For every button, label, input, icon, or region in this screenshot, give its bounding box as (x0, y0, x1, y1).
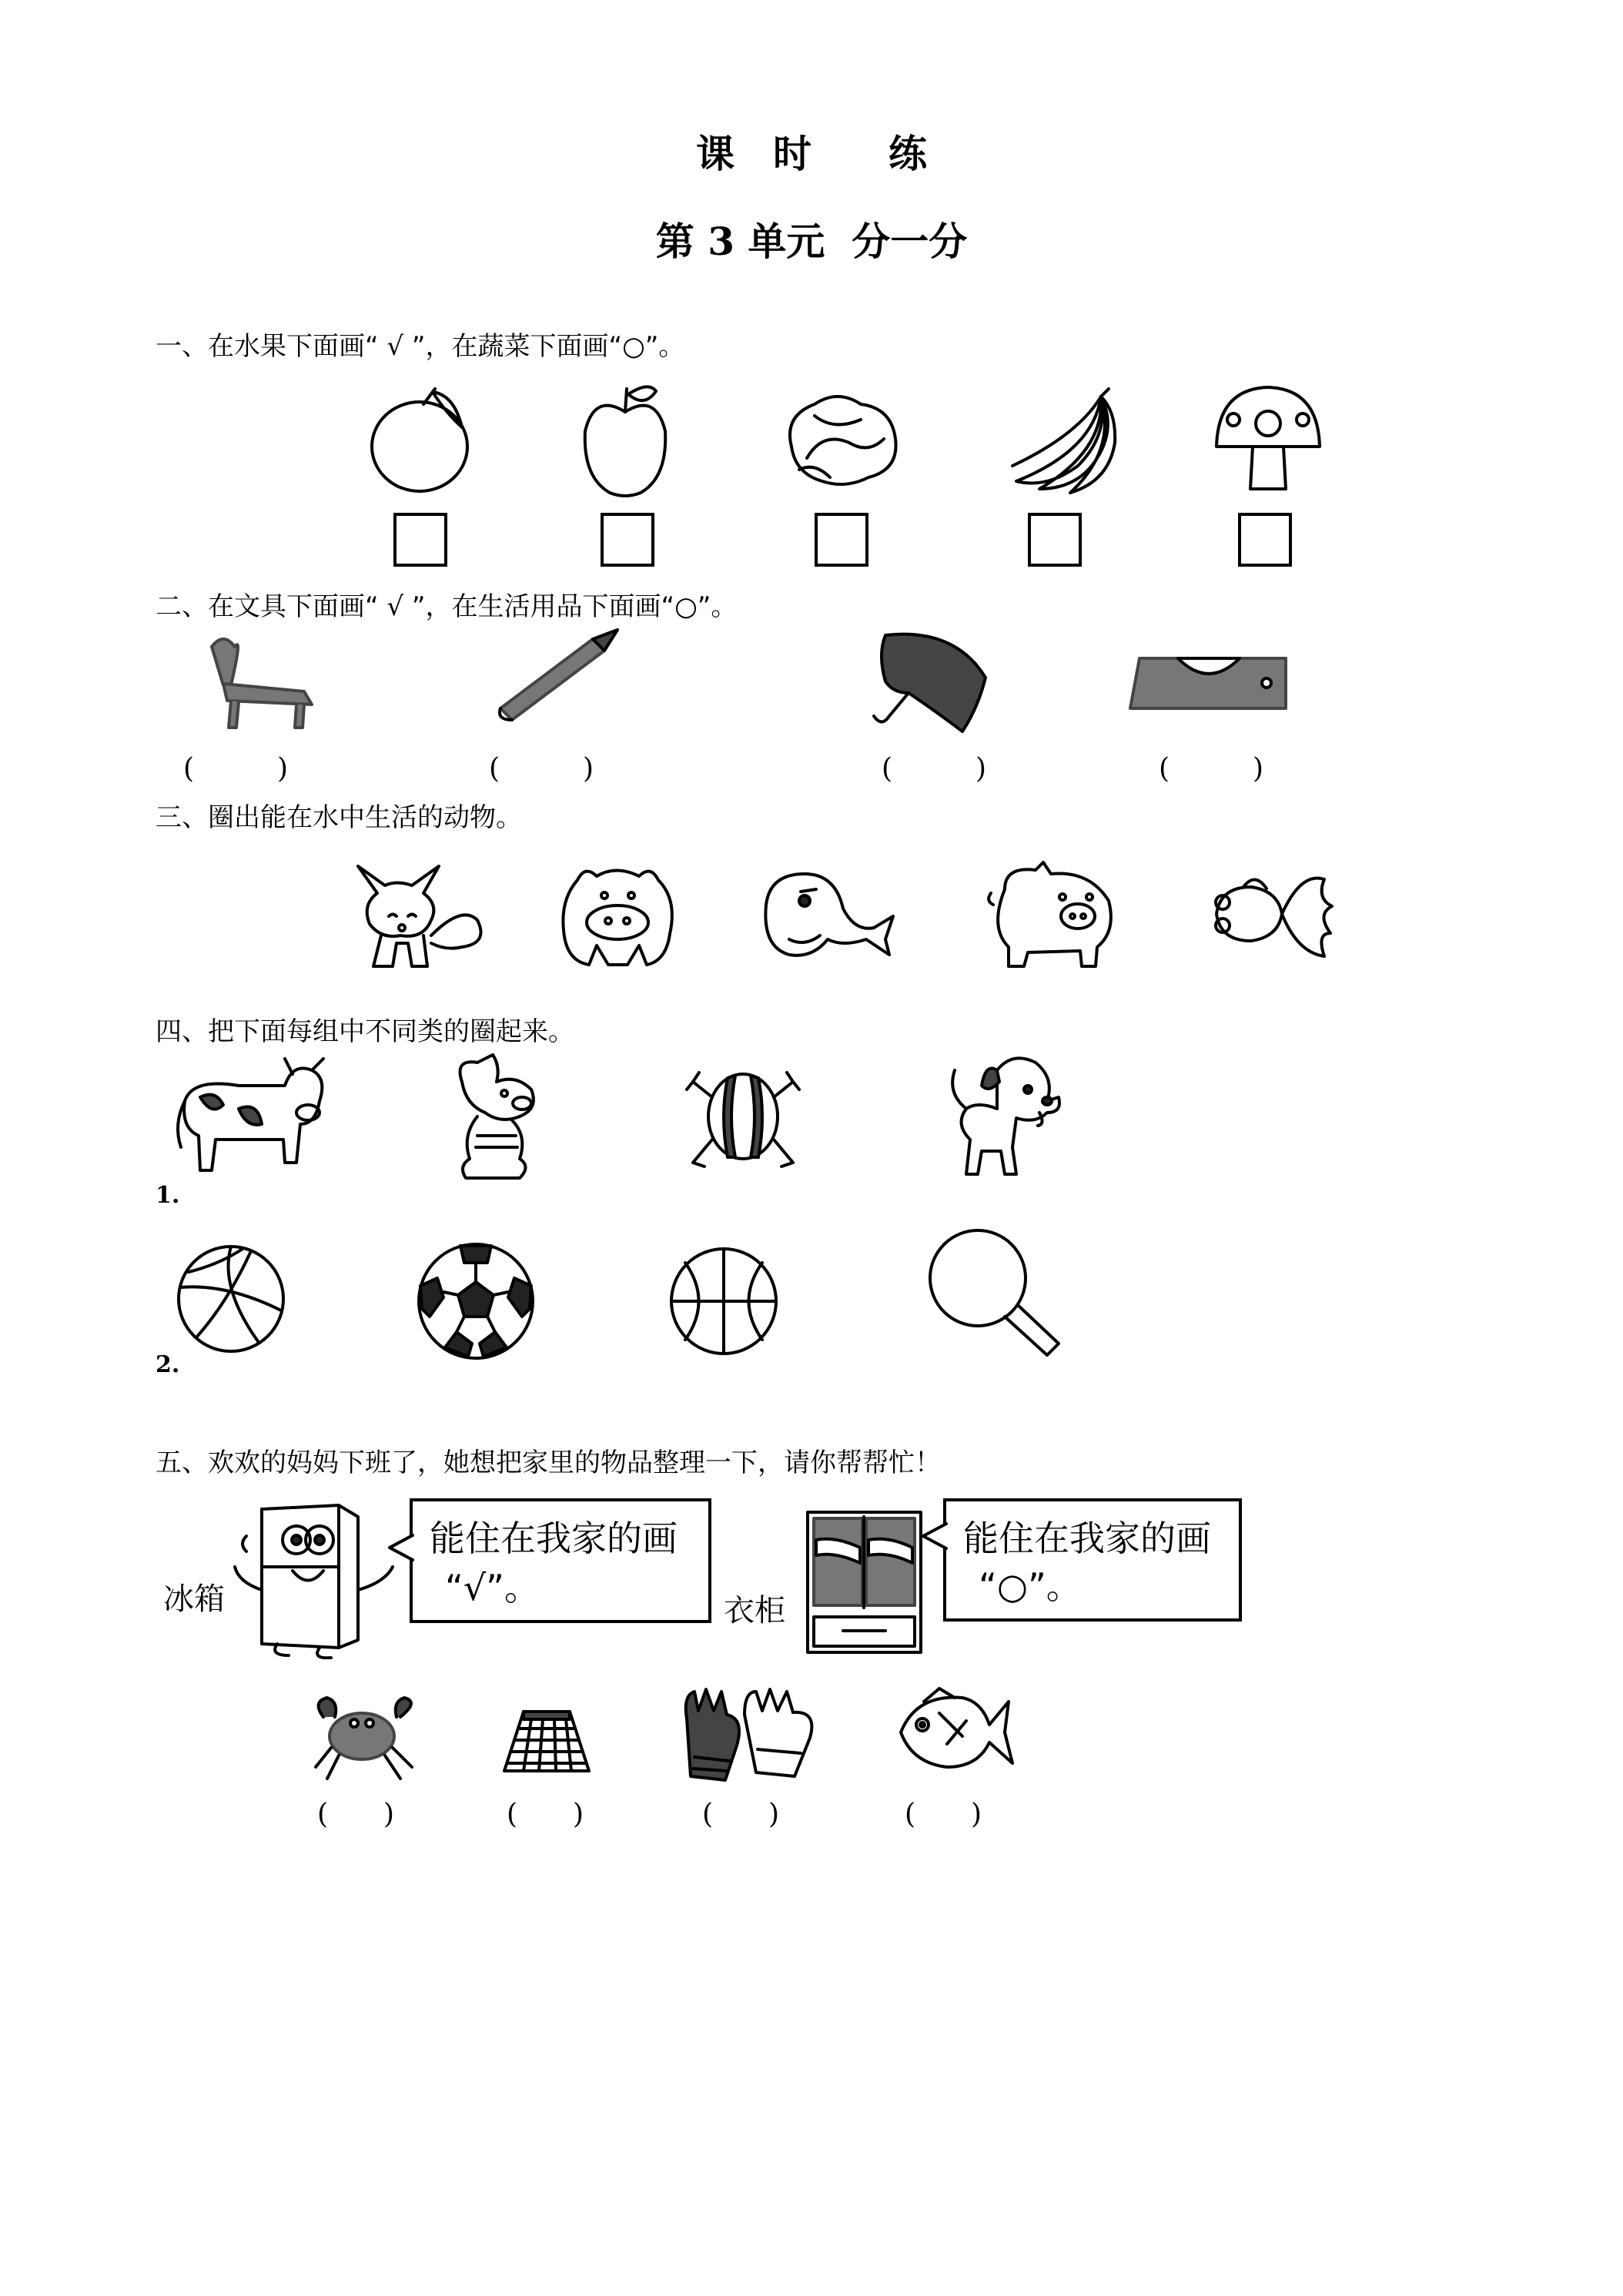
dolphin-icon (751, 862, 897, 962)
group1-label: 1. (156, 1182, 180, 1209)
wardrobe-bubble-tail (920, 1521, 948, 1551)
basketball-icon (666, 1243, 781, 1359)
hippo-icon (554, 861, 681, 972)
gloves-icon (671, 1688, 825, 1784)
blank-gloves[interactable]: ( ) (702, 1799, 780, 1830)
watermelon-frog-icon (685, 1066, 801, 1174)
q3-prompt: 三、圈出能在水中生活的动物。 (156, 802, 522, 833)
blank-skirt[interactable]: ( ) (507, 1799, 584, 1830)
orange-icon (362, 381, 493, 497)
chair-icon (196, 631, 320, 731)
q5-prompt: 五、欢欢的妈妈下班了，她想把家里的物品整理一下，请你帮帮忙！ (156, 1448, 941, 1478)
pencil-sharpener-icon (1124, 651, 1301, 712)
blank-umbrella[interactable]: ( ) (882, 753, 987, 785)
fridge-bubble-line1: 能住在我家的画 (430, 1518, 678, 1559)
wardrobe-speech-bubble (943, 1498, 1242, 1622)
answer-box-apple[interactable] (601, 513, 654, 567)
answer-box-orange[interactable] (393, 513, 447, 567)
soccer-ball-icon (414, 1240, 537, 1363)
bananas-icon (1001, 381, 1124, 497)
answer-box-bananas[interactable] (1028, 513, 1082, 567)
cow-icon (169, 1055, 331, 1186)
wardrobe-icon (805, 1509, 924, 1655)
skirt-icon (500, 1705, 593, 1779)
fridge-icon (231, 1498, 400, 1659)
blank-chair[interactable]: ( ) (183, 753, 289, 785)
blank-crab[interactable]: ( ) (317, 1799, 395, 1830)
goldfish-icon (1201, 864, 1336, 968)
group2-label: 2. (156, 1351, 180, 1378)
apple-icon (571, 377, 679, 500)
blank-fish[interactable]: ( ) (905, 1799, 982, 1830)
q1-prompt: 一、在水果下面画“ √ ”，在蔬菜下面画“○”。 (156, 331, 685, 362)
fridge-label: 冰箱 (163, 1581, 225, 1617)
answer-box-cabbage[interactable] (815, 513, 868, 567)
mushroom-icon (1210, 381, 1326, 497)
wardrobe-bubble-line1: 能住在我家的画 (963, 1518, 1211, 1559)
blank-sharpener[interactable]: ( ) (1159, 753, 1264, 785)
cabbage-icon (776, 385, 907, 493)
worksheet-title: 课 时 练 (696, 131, 927, 176)
fox-icon (346, 858, 493, 970)
umbrella-icon (862, 624, 993, 739)
wardrobe-bubble-line2: “○”。 (979, 1565, 1082, 1607)
q2-prompt: 二、在文具下面画“ √ ”，在生活用品下面画“○”。 (156, 591, 738, 622)
fridge-speech-bubble (410, 1498, 711, 1623)
wardrobe-label: 衣柜 (724, 1593, 785, 1628)
volleyball-icon (173, 1241, 289, 1357)
dog-icon (939, 1047, 1066, 1178)
ping-pong-paddle-icon (924, 1224, 1062, 1363)
piglet-icon (447, 1051, 543, 1186)
pig-icon (982, 858, 1120, 970)
fridge-bubble-tail (387, 1532, 414, 1563)
pencil-icon (493, 624, 624, 724)
unit-title: 第 3 单元 分一分 (655, 219, 968, 264)
crab-icon (308, 1694, 423, 1786)
blank-pencil[interactable]: ( ) (489, 753, 594, 785)
fridge-bubble-line2: “√”。 (445, 1567, 540, 1608)
fish-icon (893, 1682, 1016, 1782)
q4-prompt: 四、把下面每组中不同类的圈起来。 (156, 1016, 574, 1047)
answer-box-mushroom[interactable] (1238, 513, 1292, 567)
